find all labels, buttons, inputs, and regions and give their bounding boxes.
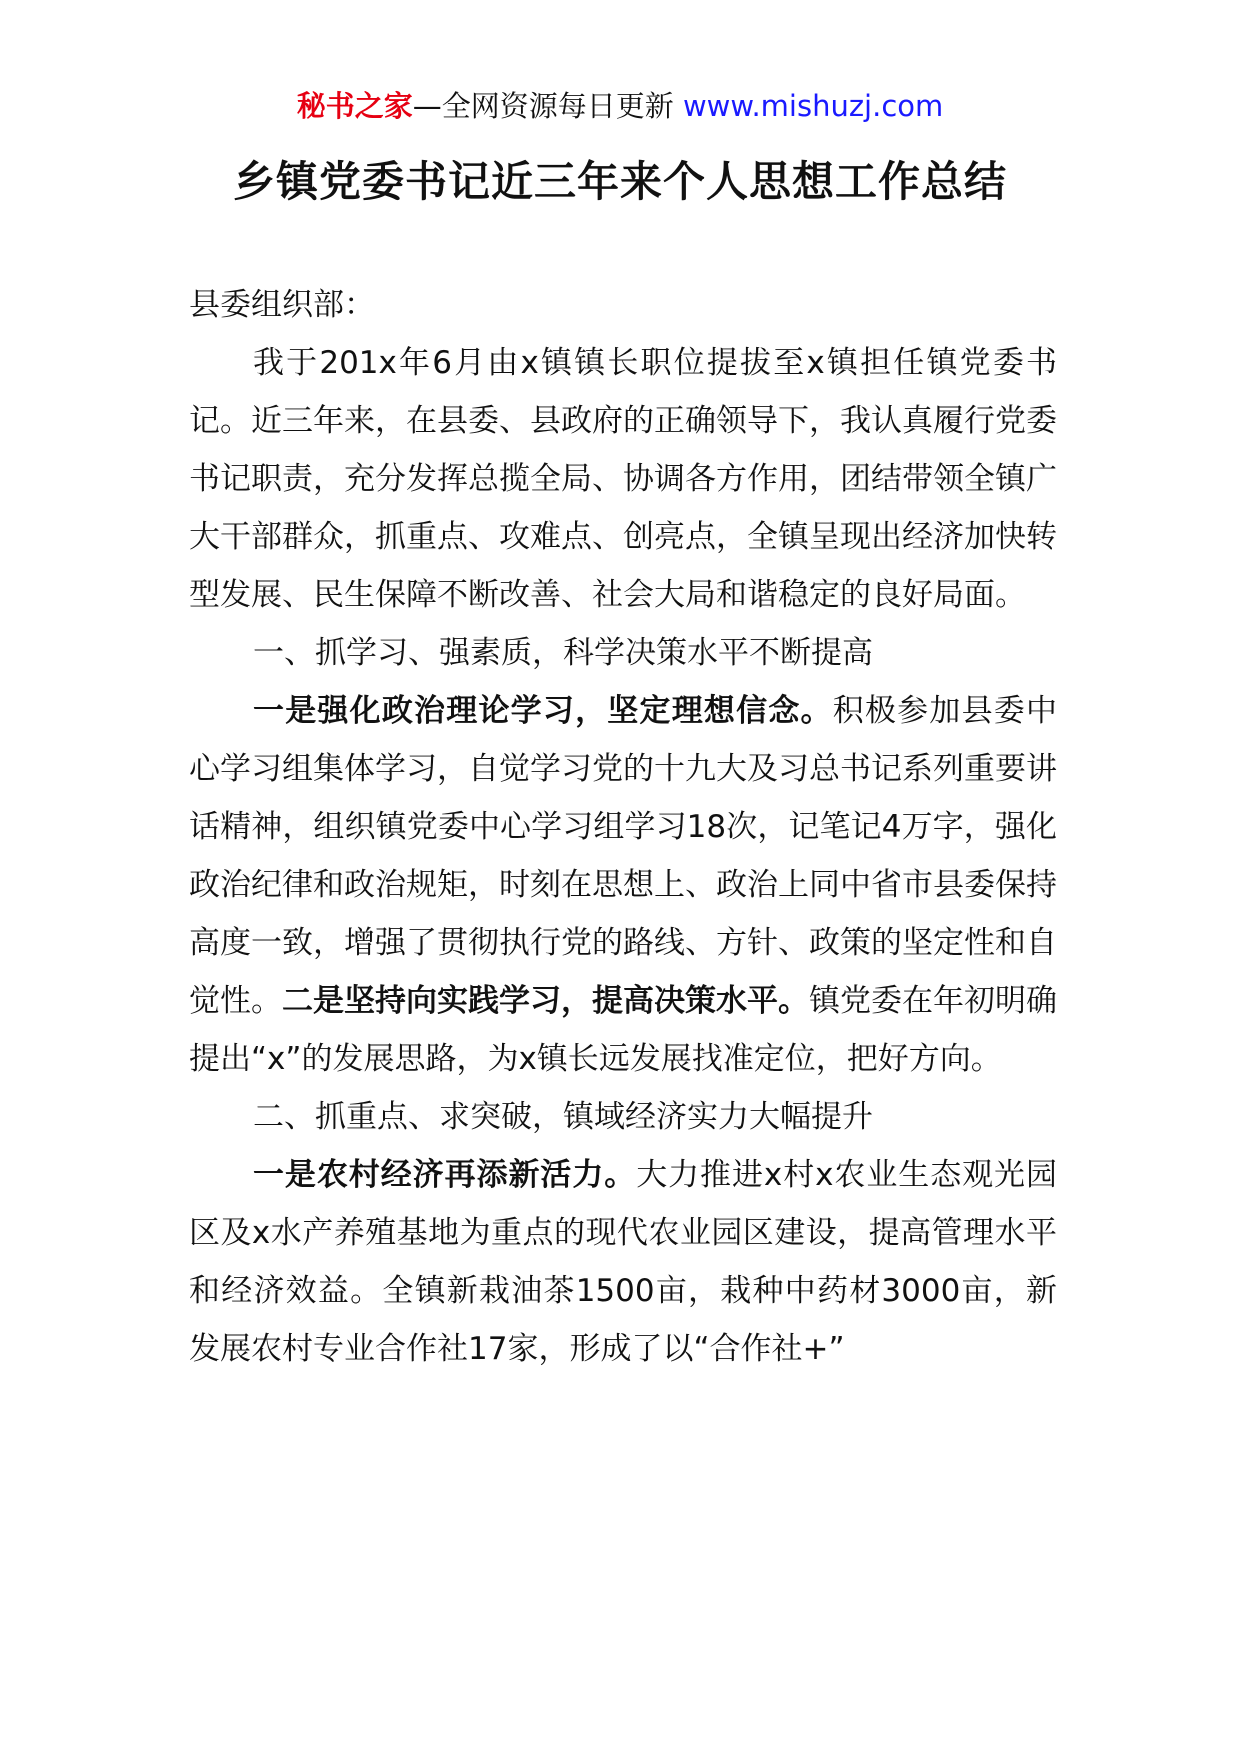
section-1-text-1: 积极参加县委中心学习组集体学习，自觉学习党的十九大及习总书记系列重要讲话精神，组织镇党委中心学习组学习18次，记笔记4万字，强化政治纪律和政治规矩，时刻在思想上、政治上同中省市县委保持高度一致，增强了贯彻执行党的路线、方针、政策的坚定性和自觉性。: [189, 693, 1057, 1019]
section-2-text-1: 大力推进x村x农业生态观光园区及x水产养殖基地为重点的现代农业园区建设，提高管理水平和经济效益。全镇新栽油茶1500亩，栽种中药材3000亩，新发展农村专业合作社17家，形成了以“合作社+”: [189, 1157, 1057, 1367]
section-1-paragraph: [189, 682, 1057, 1088]
section-1-text-2: 镇党委在年初明确提出“x”的发展思路，为x镇长远发展找准定位，把好方向。: [189, 983, 1057, 1077]
section-2-lead-1: 一是农村经济再添新活力。: [253, 1157, 637, 1193]
salutation: 县委组织部：: [189, 287, 375, 323]
site-url-link[interactable]: www.mishuzj.com: [682, 89, 944, 123]
intro-paragraph: 我于201x年6月由x镇镇长职位提拔至x镇担任镇党委书记。近三年来，在县委、县政府的正确领导下，我认真履行党委书记职责，充分发挥总揽全局、协调各方作用，团结带领全镇广大干部群众，抓重点、攻难点、创亮点，全镇呈现出经济加快转型发展、民生保障不断改善、社会大局和谐稳定的良好局面。: [189, 345, 1057, 613]
header-tagline: —全网资源每日更新: [412, 89, 683, 123]
brand-name: 秘书之家: [296, 89, 413, 123]
site-header: [0, 86, 1240, 126]
section-1-heading: 一、抓学习、强素质，科学决策水平不断提高: [253, 635, 873, 671]
section-2-heading: 二、抓重点、求突破，镇域经济实力大幅提升: [253, 1099, 873, 1135]
document-title: 乡镇党委书记近三年来个人思想工作总结: [232, 157, 1007, 206]
document-body: [189, 276, 1057, 1378]
section-1-lead-2: 二是坚持向实践学习，提高决策水平。: [282, 983, 809, 1019]
section-1-lead-1: 一是强化政治理论学习，坚定理想信念。: [253, 693, 833, 729]
section-2-paragraph: [189, 1146, 1057, 1378]
